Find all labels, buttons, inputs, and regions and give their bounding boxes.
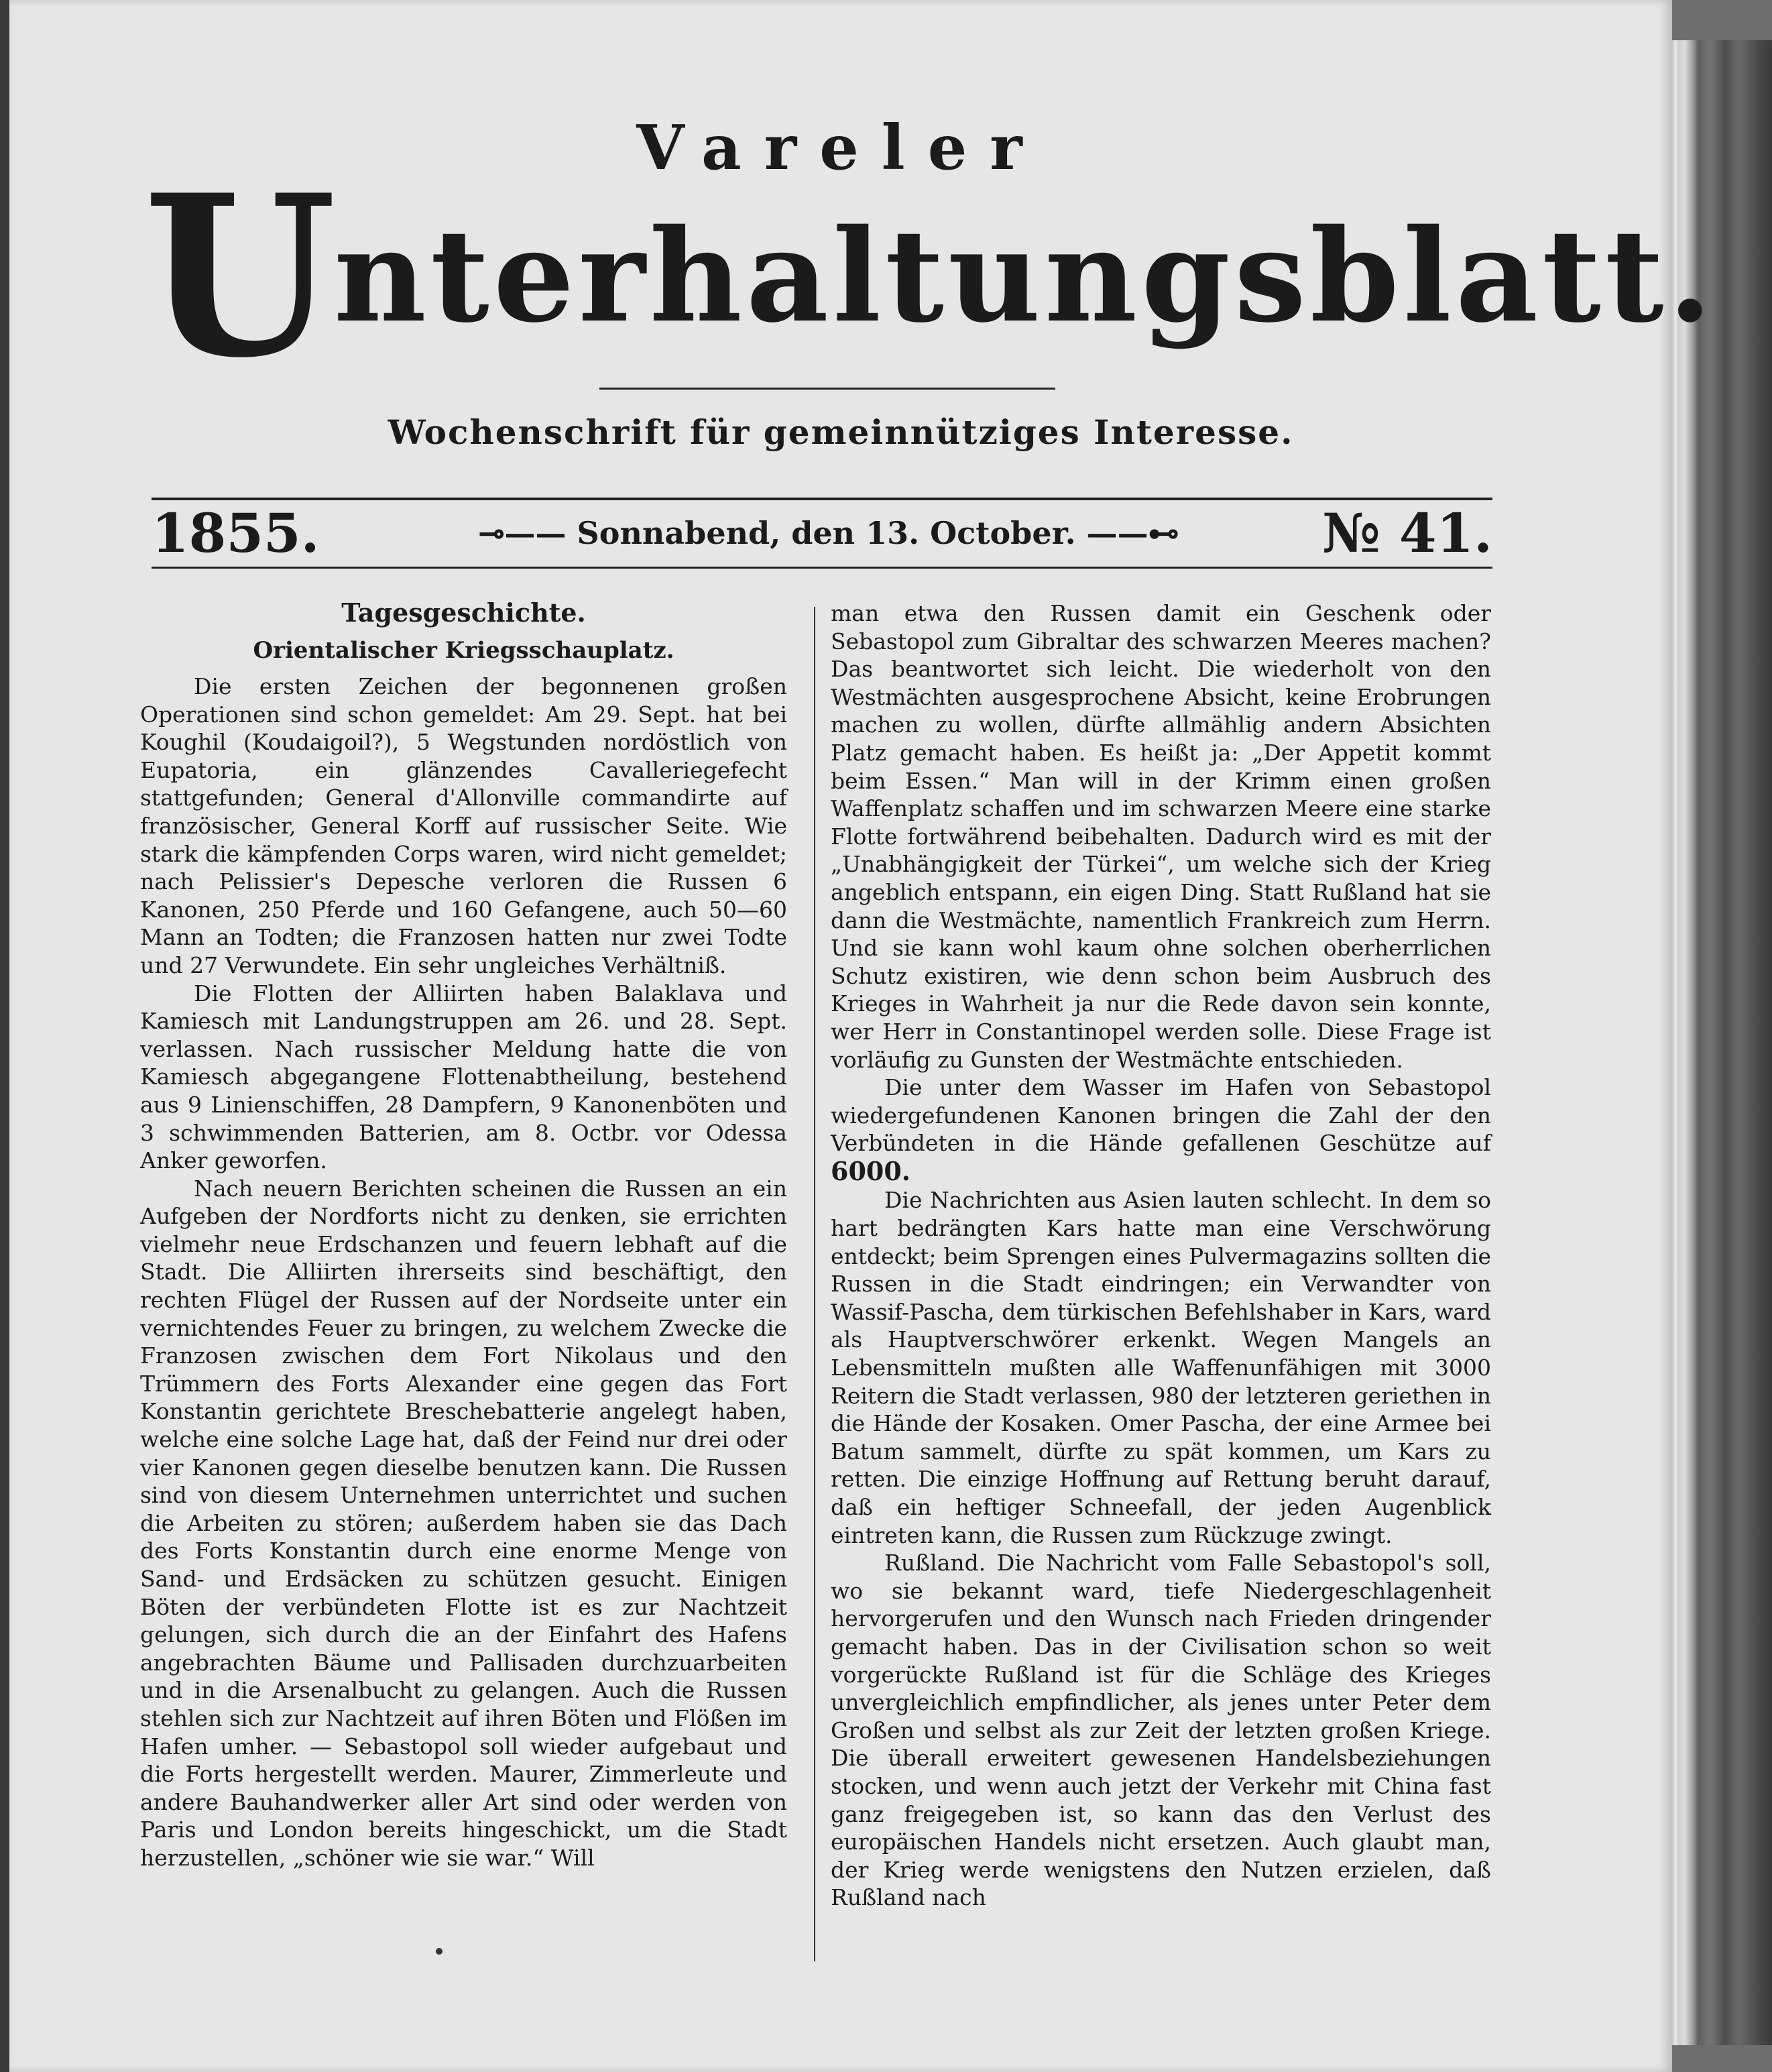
left-column	[140, 593, 787, 1872]
article-paragraph-text: Die unter dem Wasser im Hafen von Sebastopol wiedergefundenen Kanonen bringen die Zahl der den Verbündeten in die Hände gefallenen Geschütze auf	[831, 1074, 1491, 1157]
print-speck	[436, 1948, 442, 1955]
masthead-initial: U	[143, 146, 341, 406]
masthead-subtitle: Wochenschrift für gemeinnütziges Interesse.	[388, 412, 1294, 452]
masthead-title-rest: nterhaltungsblatt.	[333, 201, 1716, 351]
section-heading: Tagesgeschichte.	[341, 597, 586, 628]
article-paragraph: Die Nachrichten aus Asien lauten schlecht. In dem so hart bedrängten Kars hatte man eine Verschwörung entdeckt; beim Sprengen eines Pulvermagazins sollten die Russen in die Stadt eindringen; ein Verwandter von Wassif-Pascha, dem türkischen Befehlshaber in Kars, ward als Hauptverschwörer erkenkt. Wegen Mangels an Lebensmitteln mußten alle Waffenunfähigen mit 3000 Reitern die Stadt verlassen, 980 der letzteren geriethen in die Hände der Kosaken. Omer Pascha, der eine Armee bei Batum sammelt, dürfte zu spät kommen, um Kars zu retten. Die einzige Hoffnung auf Rettung beruht darauf, daß ein heftiger Schneefall, der jeden Augenblick eintreten kann, die Russen zum Rückzuge zwingt.	[831, 1187, 1491, 1548]
article-paragraph: Die Flotten der Alliirten haben Balaklava und Kamiesch mit Landungstruppen am 26. und 28. Sept. verlassen. Nach russischer Meldung hatte die von Kamiesch abgegangene Flottenabtheilung, bestehend aus 9 Linienschiffen, 28 Dampfern, 9 Kanonenböten und 3 schwimmenden Batterien, am 8. Octbr. vor Odessa Anker geworfen.	[140, 980, 787, 1174]
dateline-issue-number: № 41.	[1322, 502, 1492, 565]
dateline-date: ⊸—— Sonnabend, den 13. October. ——⊷	[479, 515, 1179, 551]
article-paragraph: Die ersten Zeichen der begonnenen großen Operationen sind schon gemeldet: Am 29. Sept. hat bei Koughil (Koudaigoil?), 5 Wegstunden nordöstlich von Eupatoria, ein glänzendes Cavalleriegefecht stattgefunden; General d'Allonville commandirte auf französischer, General Korff auf russischer Seite. Wie stark die kämpfenden Corps waren, wird nicht gemeldet; nach Pelissier's Depesche verloren die Russen 6 Kanonen, 250 Pferde und 160 Gefangene, auch 50—60 Mann an Todten; die Franzosen hatten nur zwei Todte und 27 Verwundete. Ein sehr ungleiches Verhältniß.	[140, 673, 787, 978]
dateline-year: 1855.	[152, 502, 320, 565]
article-paragraph: Rußland. Die Nachricht vom Falle Sebastopol's soll, wo sie bekannt ward, tiefe Niedergeschlagenheit hervorgerufen und den Wunsch nach Frieden dringender gemacht haben. Das in der Civilisation schon so weit vorgerückte Rußland ist für die Schläge des Krieges unvergleichlich empfindlicher, als jenes unter Peter dem Großen und selbst als zur Zeit der letzten großen Kriege. Die überall erweitert gewesenen Handelsbeziehungen stocken, und wenn auch jetzt der Verkehr mit China fast ganz freigegeben ist, so kann das den Verlust des europäischen Handels nicht ersetzen. Auch glaubt man, der Krieg werde wenigstens den Nutzen erzielen, daß Rußland nach	[831, 1550, 1491, 1911]
newspaper-page	[9, 0, 1716, 2072]
scan-border-left	[0, 0, 9, 2072]
dateline-rule-bottom	[152, 567, 1492, 569]
column-divider	[814, 607, 815, 1961]
article-paragraph: Nach neuern Berichten scheinen die Russen an ein Aufgeben der Nordforts nicht zu denken, sie errichten vielmehr neue Erdschanzen und feuern lebhaft auf die Stadt. Die Alliirten ihrerseits sind beschäftigt, den rechten Flügel der Russen auf der Nordseite unter ein vernichtendes Feuer zu bringen, zu welchem Zwecke die Franzosen zwischen dem Fort Nikolaus und den Trümmern des Forts Alexander eine gegen das Fort Konstantin gerichtete Breschebatterie angelegt haben, welche eine solche Lage hat, daß der Feind nur drei oder vier Kanonen gegen dieselbe benutzen kann. Die Russen sind von diesem Unternehmen unterrichtet und suchen die Arbeiten zu stören; außerdem haben sie das Dach des Forts Konstantin durch eine enorme Menge von Sand- und Erdsäcken zu schützen gesucht. Einigen Böten der verbündeten Flotte ist es zur Nachtzeit gelungen, sich durch die an der Einfahrt des Hafens angebrachten Bäume und Pallisaden durchzuarbeiten und in die Arsenalbucht zu gelangen. Auch die Russen stehlen sich zur Nachtzeit auf ihren Böten und Flößen im Hafen umher. — Sebastopol soll wieder aufgebaut und die Forts hergestellt werden. Maurer, Zimmerleute und andere Bauhandwerker aller Art sind oder werden von Paris und London bereits hingeschickt, um die Stadt herzustellen, „schöner wie sie war.“ Will	[140, 1175, 787, 1871]
dateline-rule-top	[152, 498, 1492, 500]
right-column	[831, 599, 1491, 1912]
article-paragraph	[831, 1074, 1491, 1186]
title-rule	[599, 388, 1055, 390]
section-subheading: Orientalischer Kriegsschauplatz.	[253, 637, 674, 664]
masthead-top-word: Vareler	[636, 111, 1045, 184]
guns-total: 6000.	[831, 1155, 910, 1186]
article-paragraph: man etwa den Russen damit ein Geschenk oder Sebastopol zum Gibraltar des schwarzen Meeres machen? Das beantwortet sich leicht. Die wiederholt von den Westmächten ausgesprochene Absicht, keine Erobrungen machen zu wollen, dürfte allmählig andern Absichten Platz gemacht haben. Es heißt ja: „Der Appetit kommt beim Essen.“ Man will in der Krimm einen großen Waffenplatz schaffen und im schwarzen Meere eine starke Flotte fortwährend beibehalten. Dadurch wird es mit der „Unabhängigkeit der Türkei“, um welche sich der Krieg angeblich entspann, ein eigen Ding. Statt Rußland hat sie dann die Westmächte, namentlich Frankreich zum Herrn. Und sie kann wohl kaum ohne solchen oberherrlichen Schutz existiren, wie denn schon beim Ausbruch des Krieges in Wahrheit ja nur die Rede davon sein konnte, wer Herr in Constantinopel werden solle. Diese Frage ist vorläufig zu Gunsten der Westmächte entschieden.	[831, 600, 1491, 1073]
